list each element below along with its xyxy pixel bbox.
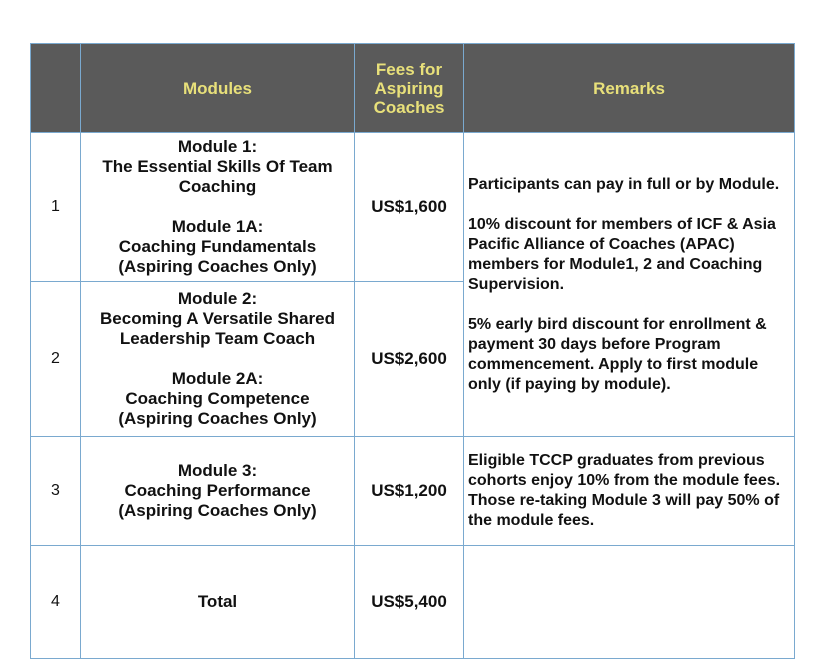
module-subtitle: Coaching Performance (124, 481, 311, 500)
remarks-cell: Eligible TCCP graduates from previous cohorts enjoy 10% from the module fees. Those re-taking Module 3 will pay 50% of the module fees. (464, 437, 795, 546)
table-row (31, 437, 795, 546)
module-subtitle: Coaching Competence (125, 389, 310, 408)
header-fees: Fees for Aspiring Coaches (355, 44, 464, 133)
module-note: (Aspiring Coaches Only) (118, 257, 317, 276)
row-number: 4 (31, 546, 81, 659)
fee-cell: US$2,600 (355, 282, 464, 437)
fees-table (30, 43, 795, 659)
module-cell (81, 437, 355, 546)
table-row (31, 546, 795, 659)
total-label: Total (81, 546, 355, 659)
module-subtitle: Coaching Fundamentals (118, 237, 317, 256)
header-remarks: Remarks (464, 44, 795, 133)
total-fee: US$5,400 (355, 546, 464, 659)
module-subtitle: Becoming A Versatile Shared Leadership Team Coach (100, 309, 335, 348)
row-number: 2 (31, 282, 81, 437)
module-subtitle: The Essential Skills Of Team Coaching (102, 157, 333, 196)
remarks-cell (464, 546, 795, 659)
module-title: Module 1A: (171, 217, 264, 236)
header-modules: Modules (81, 44, 355, 133)
table-row (31, 133, 795, 282)
module-title: Module 2A: (171, 369, 264, 388)
module-cell (81, 282, 355, 437)
remarks-cell (464, 133, 795, 437)
fee-cell: US$1,600 (355, 133, 464, 282)
header-row (31, 44, 795, 133)
module-title: Module 3: (177, 461, 258, 480)
remark-discount: 10% discount for members of ICF & Asia Pacific Alliance of Coaches (APAC) members for Module1, 2 and Coaching Supervision. (468, 215, 776, 293)
module-title: Module 2: (177, 289, 258, 308)
module-cell (81, 133, 355, 282)
fee-cell: US$1,200 (355, 437, 464, 546)
row-number: 1 (31, 133, 81, 282)
remark-early-bird: 5% early bird discount for enrollment & payment 30 days before Program commencement. Apply to first module only (if paying by module). (468, 315, 767, 393)
module-note: (Aspiring Coaches Only) (118, 501, 317, 520)
module-note: (Aspiring Coaches Only) (118, 409, 317, 428)
header-number (31, 44, 81, 133)
row-number: 3 (31, 437, 81, 546)
module-title: Module 1: (177, 137, 258, 156)
remark-payment: Participants can pay in full or by Module. (468, 175, 780, 193)
